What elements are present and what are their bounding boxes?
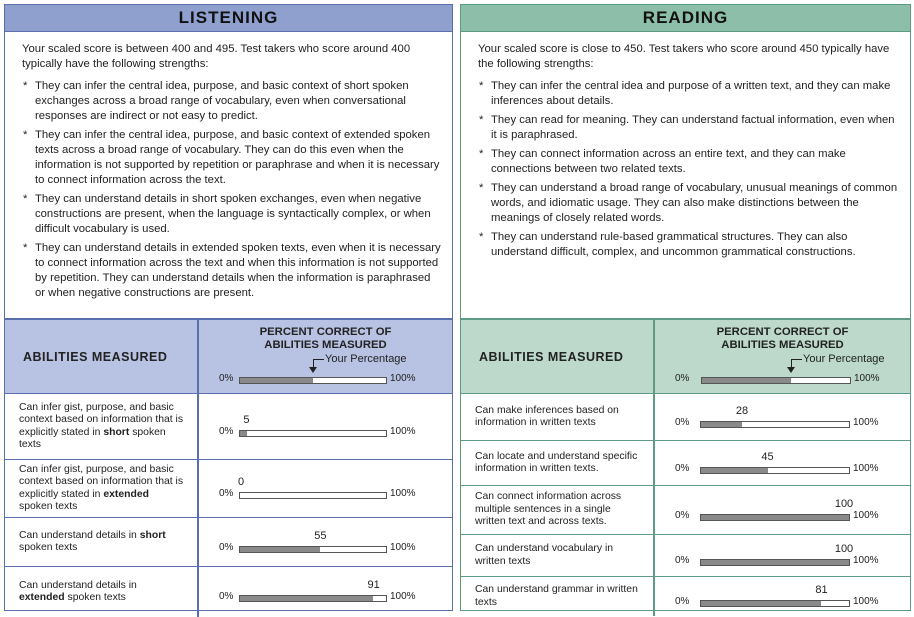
ability-emphasis: extended bbox=[103, 488, 149, 500]
percent-bar bbox=[700, 600, 850, 607]
zero-percent-label: 0% bbox=[219, 542, 234, 553]
zero-percent-label: 0% bbox=[675, 373, 690, 384]
reading-summary bbox=[461, 32, 910, 318]
reading-title: READING bbox=[461, 5, 910, 32]
your-percentage-label: Your Percentage bbox=[803, 353, 885, 365]
reading-strength: * They can read for meaning. They can understand factual information, even when it is paraphrased. bbox=[478, 113, 900, 143]
percent-cell bbox=[655, 535, 910, 576]
zero-percent-label: 0% bbox=[219, 488, 234, 499]
percent-bar-fill bbox=[701, 601, 821, 606]
legend-bar-fill bbox=[702, 378, 791, 383]
percent-correct-heading-cell bbox=[199, 320, 452, 393]
listening-strength: * They can understand details in extended spoken texts, even when it is necessary to connect information across the text and when this information is not supported by repetition. They can understand details when the information is paraphrased or when negative constructions are present. bbox=[22, 241, 442, 301]
hundred-percent-label: 100% bbox=[853, 555, 879, 566]
ability-text: Can understand vocabulary in written texts bbox=[475, 543, 614, 567]
percent-bar-fill bbox=[701, 515, 849, 520]
zero-percent-label: 0% bbox=[675, 555, 690, 566]
reading-strengths-list bbox=[478, 79, 900, 260]
zero-percent-label: 0% bbox=[675, 510, 690, 521]
ability-text: Can understand details in extended spoken texts bbox=[19, 579, 137, 603]
hundred-percent-label: 100% bbox=[853, 417, 879, 428]
reading-intro: Your scaled score is close to 450. Test takers who score around 450 typically have the following strengths: bbox=[478, 43, 890, 70]
ability-description bbox=[461, 486, 655, 534]
listening-intro: Your scaled score is between 400 and 495. Test takers who score around 400 typically have the following strengths: bbox=[22, 43, 411, 70]
zero-percent-label: 0% bbox=[219, 426, 234, 437]
pointer-arrow-icon bbox=[309, 367, 317, 373]
percent-correct-heading-cell bbox=[655, 320, 910, 393]
ability-emphasis: extended bbox=[19, 592, 65, 603]
reading-abilities-table bbox=[461, 318, 910, 610]
ability-text: Can connect information across multiple sentences in a single written text and across texts. bbox=[475, 491, 622, 528]
legend-bar bbox=[701, 377, 851, 384]
percent-bar-fill bbox=[240, 596, 373, 601]
ability-description bbox=[5, 460, 199, 517]
hundred-percent-label: 100% bbox=[390, 373, 416, 384]
your-percentage-label: Your Percentage bbox=[325, 353, 407, 365]
listening-strength: * They can infer the central idea, purpose, and basic context of extended spoken texts across a broad range of vocabulary. They can do this even when the information is not supported by repetition or paraphrase and when it is necessary to connect information across the text. bbox=[22, 128, 442, 188]
zero-percent-label: 0% bbox=[219, 373, 234, 384]
ability-text: Can understand grammar in written texts bbox=[475, 584, 638, 608]
table-row bbox=[461, 394, 910, 441]
percent-cell bbox=[655, 486, 910, 534]
percent-bar-fill bbox=[701, 468, 768, 473]
listening-strength: * They can infer the central idea, purpose, and basic context of short spoken exchanges across a broad range of vocabulary, even when conversational responses are indirect or not easy to predict. bbox=[22, 79, 442, 124]
percent-value: 0 bbox=[237, 476, 245, 488]
percent-bar bbox=[239, 546, 387, 553]
listening-title: LISTENING bbox=[5, 5, 452, 32]
ability-text: Can understand details in short spoken texts bbox=[19, 529, 166, 553]
reading-strength: * They can infer the central idea and purpose of a written text, and they can make inferences about details. bbox=[478, 79, 900, 109]
percent-bar bbox=[700, 421, 850, 428]
abilities-measured-heading: ABILITIES MEASURED bbox=[5, 320, 199, 393]
listening-table-header bbox=[5, 320, 452, 394]
table-row bbox=[5, 567, 452, 617]
ability-text: Can locate and understand specific information in written texts. bbox=[475, 450, 638, 474]
percent-cell bbox=[655, 441, 910, 485]
table-row bbox=[5, 394, 452, 460]
reading-rows bbox=[461, 394, 910, 616]
percent-bar bbox=[700, 514, 850, 521]
reading-panel bbox=[460, 4, 911, 611]
hundred-percent-label: 100% bbox=[390, 542, 416, 553]
table-row bbox=[5, 460, 452, 518]
percent-cell bbox=[199, 518, 452, 566]
ability-description bbox=[5, 394, 199, 459]
zero-percent-label: 0% bbox=[219, 591, 234, 602]
hundred-percent-label: 100% bbox=[390, 591, 416, 602]
percent-bar-fill bbox=[701, 560, 849, 565]
percent-value: 81 bbox=[815, 584, 828, 596]
ability-text: Can make inferences based on information in written texts bbox=[475, 404, 619, 428]
percent-bar bbox=[239, 492, 387, 499]
ability-description bbox=[5, 567, 199, 617]
listening-strength: * They can understand details in short spoken exchanges, even when negative constructions are present, when the language is syntactically complex, or when difficult vocabulary is used. bbox=[22, 192, 442, 237]
percent-bar-fill bbox=[240, 431, 247, 436]
table-row bbox=[461, 486, 910, 535]
percent-value: 100 bbox=[834, 543, 854, 555]
percent-bar bbox=[239, 430, 387, 437]
legend-bar-fill bbox=[240, 378, 313, 383]
reading-strength: * They can connect information across an entire text, and they can make connections between two related texts. bbox=[478, 147, 900, 177]
percent-value: 55 bbox=[314, 530, 327, 542]
ability-text: Can infer gist, purpose, and basic context based on information that is explicitly stated in short spoken texts bbox=[19, 401, 184, 450]
ability-description bbox=[461, 394, 655, 440]
percent-bar-fill bbox=[240, 547, 320, 552]
percent-value: 45 bbox=[761, 451, 774, 463]
zero-percent-label: 0% bbox=[675, 463, 690, 474]
reading-table-header bbox=[461, 320, 910, 394]
percent-value: 100 bbox=[834, 498, 854, 510]
percent-bar-fill bbox=[701, 422, 742, 427]
hundred-percent-label: 100% bbox=[853, 596, 879, 607]
listening-summary bbox=[5, 32, 452, 318]
zero-percent-label: 0% bbox=[675, 417, 690, 428]
table-row bbox=[461, 441, 910, 486]
ability-description bbox=[461, 441, 655, 485]
ability-emphasis: short bbox=[103, 426, 130, 438]
percent-value: 91 bbox=[367, 579, 380, 591]
ability-description bbox=[461, 535, 655, 576]
percent-value: 28 bbox=[735, 405, 749, 417]
percent-cell bbox=[655, 577, 910, 616]
percent-cell bbox=[655, 394, 910, 440]
legend-bar bbox=[239, 377, 387, 384]
ability-emphasis: short bbox=[139, 529, 166, 541]
percent-bar bbox=[700, 467, 850, 474]
ability-description bbox=[5, 518, 199, 566]
reading-strength: * They can understand a broad range of vocabulary, unusual meanings of common words, and idiomatic usage. They can also make distinctions between the meanings of closely related words. bbox=[478, 181, 900, 226]
hundred-percent-label: 100% bbox=[390, 426, 416, 437]
pointer-arrow-icon bbox=[787, 367, 795, 373]
table-row bbox=[461, 535, 910, 577]
percent-correct-heading: PERCENT CORRECT OF ABILITIES MEASURED bbox=[716, 326, 849, 351]
listening-rows bbox=[5, 394, 452, 617]
percent-cell bbox=[199, 567, 452, 617]
percent-value: 5 bbox=[243, 414, 250, 426]
hundred-percent-label: 100% bbox=[390, 488, 416, 499]
percent-bar bbox=[239, 595, 387, 602]
percent-bar bbox=[700, 559, 850, 566]
hundred-percent-label: 100% bbox=[854, 373, 880, 384]
reading-strength: * They can understand rule-based grammatical structures. They can also understand difficult, complex, and uncommon grammatical constructions. bbox=[478, 230, 900, 260]
zero-percent-label: 0% bbox=[675, 596, 690, 607]
percent-cell bbox=[199, 460, 452, 517]
hundred-percent-label: 100% bbox=[853, 463, 879, 474]
listening-panel bbox=[4, 4, 453, 611]
percent-cell bbox=[199, 394, 452, 459]
hundred-percent-label: 100% bbox=[853, 510, 879, 521]
ability-text: Can infer gist, purpose, and basic context based on information that is explicitly stated in extended spoken texts bbox=[19, 463, 184, 512]
table-row bbox=[5, 518, 452, 567]
listening-strengths-list bbox=[22, 79, 442, 301]
ability-description bbox=[461, 577, 655, 616]
table-row bbox=[461, 577, 910, 616]
listening-abilities-table bbox=[5, 318, 452, 610]
abilities-measured-heading: ABILITIES MEASURED bbox=[461, 320, 655, 393]
percent-correct-heading: PERCENT CORRECT OF ABILITIES MEASURED bbox=[259, 326, 392, 351]
